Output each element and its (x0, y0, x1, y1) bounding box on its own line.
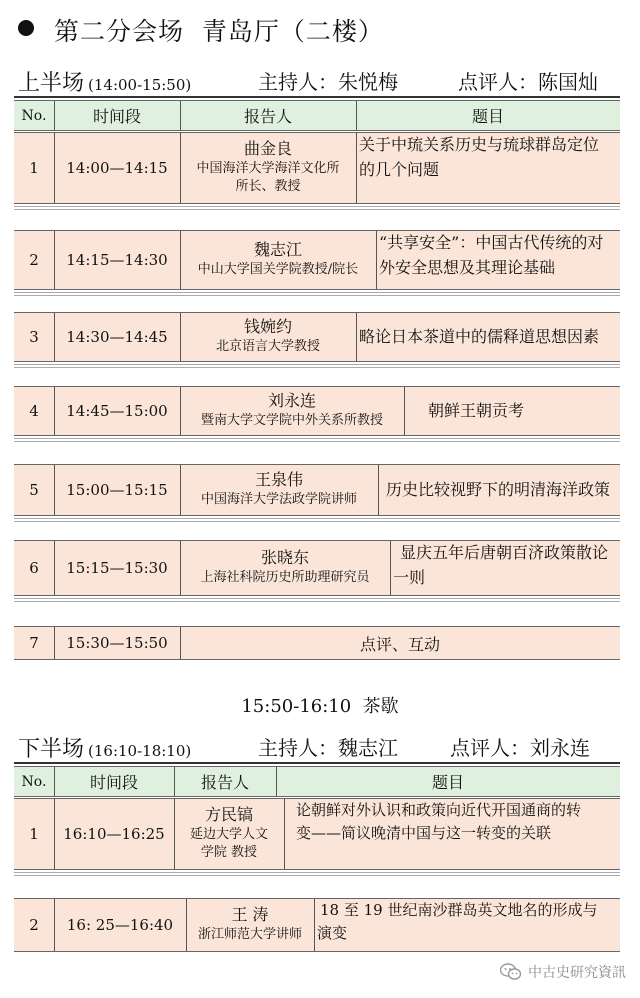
header-no: No. (21, 107, 47, 124)
table-row (14, 626, 620, 660)
row-speaker (180, 133, 356, 203)
header-speaker: 报告人 (200, 773, 249, 792)
tea-break: 15:50-16:10 茶歇 (241, 696, 399, 717)
speaker-affiliation: 中国海洋大学法政学院讲师 (200, 491, 357, 507)
row-no: 2 (29, 251, 39, 269)
row-no: 5 (29, 481, 39, 499)
topic-line: 一则 (393, 567, 426, 587)
second-half-reviewer: 点评人：刘永连 (450, 736, 590, 760)
watermark (500, 962, 626, 982)
wechat-icon (500, 963, 522, 981)
row-no: 3 (29, 328, 39, 346)
row-time: 14:15—14:30 (66, 251, 168, 269)
row-topic (404, 387, 620, 435)
row-no: 1 (29, 825, 39, 843)
row-no: 7 (29, 634, 39, 652)
row-time: 15:15—15:30 (66, 559, 168, 577)
row-topic (284, 799, 620, 869)
speaker-name: 钱婉约 (243, 317, 292, 337)
row-separator (14, 438, 620, 442)
row-speaker (174, 799, 284, 869)
row-speaker (180, 465, 378, 515)
topic-line: 18 至 19 世纪南沙群岛英文地名的形成与 (320, 901, 598, 919)
row-topic: 点评、互动 (359, 634, 440, 654)
header-topic: 题目 (431, 773, 464, 792)
watermark-text: 中古史研究資訊 (528, 965, 626, 981)
row-no: 6 (29, 559, 39, 577)
topic-line: 的几个问题 (359, 159, 440, 179)
row-separator (14, 364, 620, 368)
header-time: 时间段 (92, 107, 141, 126)
topic-line: 略论日本茶道中的儒释道思想因素 (359, 326, 600, 346)
speaker-affiliation: 延边大学人文 (189, 826, 268, 842)
row-separator (14, 206, 620, 210)
divider (14, 762, 620, 764)
row-speaker (186, 899, 314, 951)
topic-line: 显庆五年后唐朝百济政策散论 (400, 543, 609, 562)
row-separator (14, 518, 620, 522)
speaker-affiliation: 浙江师范大学讲师 (197, 926, 302, 942)
table-row (14, 230, 620, 290)
topic-line: 历史比较视野下的明清海洋政策 (386, 479, 611, 499)
table-row (14, 898, 620, 952)
row-separator (14, 872, 620, 876)
speaker-name: 王泉伟 (254, 470, 303, 490)
divider (14, 96, 620, 98)
first-half-label: 上半场 (18, 71, 85, 96)
row-separator (14, 598, 620, 602)
row-time: 15:00—15:15 (66, 481, 168, 499)
topic-line: 关于中琉关系历史与琉球群岛定位 (359, 135, 600, 154)
first-half-host: 主持人：朱悦梅 (258, 70, 398, 94)
first-half-reviewer: 点评人：陈国灿 (458, 70, 598, 94)
row-topic (356, 133, 620, 203)
second-half-time: (16:10-18:10) (88, 742, 192, 760)
row-time: 14:45—15:00 (66, 402, 168, 420)
speaker-affiliation: 暨南大学文学院中外关系所教授 (200, 412, 383, 428)
row-time: 15:30—15:50 (66, 634, 168, 652)
topic-line: 论朝鲜对外认识和政策向近代开国通商的转 (296, 801, 582, 819)
topic-line: “共享安全”：中国古代传统的对 (379, 233, 604, 252)
row-topic (314, 899, 620, 951)
table-header (14, 766, 620, 797)
header-no: No. (21, 773, 47, 790)
row-speaker (180, 387, 404, 435)
table-row (14, 312, 620, 362)
row-topic (390, 541, 620, 595)
topic-line: 演变 (317, 924, 348, 943)
row-speaker (180, 541, 390, 595)
row-time: 14:00—14:15 (66, 159, 168, 177)
speaker-affiliation: 中山大学国关学院教授/院长 (197, 261, 359, 277)
topic-line: 朝鲜王朝贡考 (428, 400, 525, 420)
table-row (14, 132, 620, 204)
table-row (14, 386, 620, 436)
speaker-name: 王 涛 (231, 905, 269, 925)
second-half-heading (18, 732, 191, 763)
speaker-name: 张晓东 (260, 548, 309, 568)
row-no: 4 (29, 402, 39, 420)
speaker-name: 刘永连 (267, 391, 316, 411)
table-row (14, 540, 620, 596)
row-time: 14:30—14:45 (66, 328, 168, 346)
speaker-name: 曲金良 (243, 138, 292, 158)
speaker-name: 魏志江 (253, 240, 302, 260)
row-topic (356, 313, 620, 361)
speaker-affiliation: 上海社科院历史所助理研究员 (200, 569, 370, 585)
topic-line: 变——简议晚清中国与这一转变的关联 (296, 824, 552, 843)
bullet-icon (18, 20, 34, 36)
row-no: 1 (29, 159, 39, 177)
speaker-affiliation: 学院 教授 (200, 845, 258, 861)
row-speaker (180, 231, 376, 289)
table-row (14, 798, 620, 870)
header-time: 时间段 (89, 773, 138, 792)
row-topic (378, 465, 620, 515)
speaker-name: 方民镐 (204, 804, 253, 824)
speaker-affiliation: 北京语言大学教授 (215, 338, 320, 354)
session-title: 第二分会场 青岛厅（二楼） (54, 17, 384, 46)
row-time: 16: 25—16:40 (66, 916, 174, 934)
row-no: 2 (29, 916, 39, 934)
first-half-time: (14:00-15:50) (88, 76, 192, 94)
header-topic: 题目 (471, 107, 504, 126)
speaker-affiliation: 所长、教授 (235, 179, 301, 195)
row-separator (14, 292, 620, 296)
topic-line: 外安全思想及其理论基础 (379, 257, 556, 277)
speaker-affiliation: 中国海洋大学海洋文化所 (196, 160, 340, 176)
row-time: 16:10—16:25 (63, 825, 165, 843)
second-half-host: 主持人：魏志江 (258, 736, 398, 760)
table-row (14, 464, 620, 516)
table-header (14, 100, 620, 131)
first-half-heading (18, 66, 191, 97)
row-speaker (180, 313, 356, 361)
row-topic (376, 231, 620, 289)
header-speaker: 报告人 (243, 107, 292, 126)
second-half-label: 下半场 (18, 737, 85, 762)
